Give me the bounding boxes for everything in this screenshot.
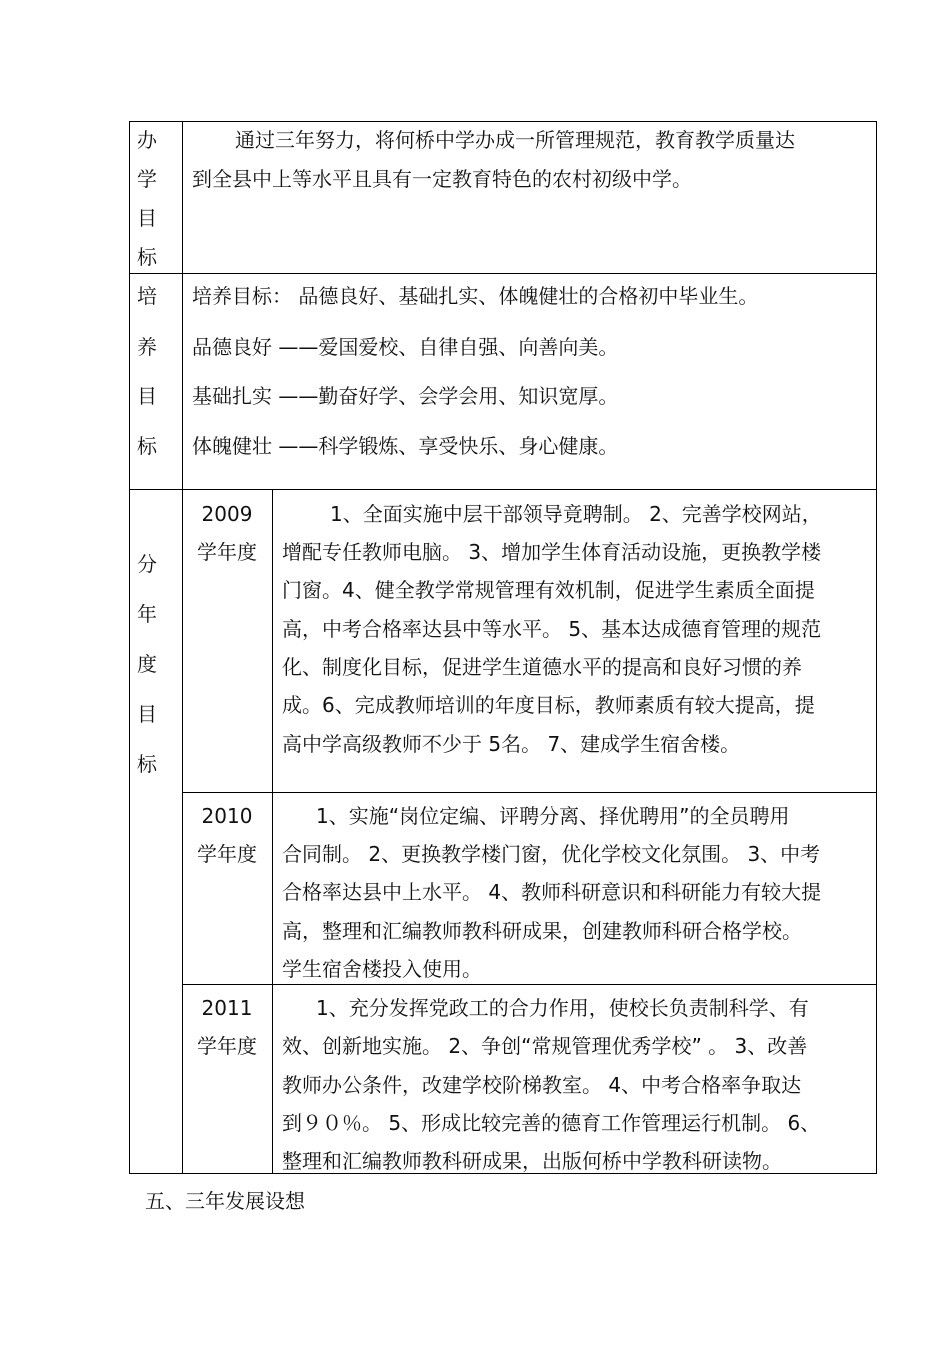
mission-label-char: 标 xyxy=(137,245,157,269)
mission-label-char: 学 xyxy=(137,167,157,191)
training-label-char: 目 xyxy=(137,384,157,408)
year-text-line: 成。6、完成教师培训的年度目标，教师素质有较大提高，提 xyxy=(282,693,815,717)
year-text-line: 化、制度化目标，促进学生道德水平的提高和良好习惯的养 xyxy=(282,655,802,679)
mission-label-char: 办 xyxy=(137,128,157,152)
annual-label-char: 目 xyxy=(137,702,157,726)
year-text-line: 门窗。4、健全教学常规管理有效机制，促进学生素质全面提 xyxy=(282,578,815,602)
table-right-border xyxy=(876,121,877,1174)
year-text-line: 整理和汇编教师教科研成果，出版何桥中学教科研读物。 xyxy=(282,1149,782,1173)
year-text-line: 教师办公条件，改建学校阶梯教室。 4、中考合格率争取达 xyxy=(282,1073,802,1097)
mission-text-line: 到全县中上等水平且具有一定教育特色的农村初级中学。 xyxy=(192,167,692,191)
year-label: 2009 xyxy=(201,502,253,526)
mission-label-char: 目 xyxy=(137,206,157,230)
year-text-line: 高，中考合格率达县中等水平。 5、基本达成德育管理的规范 xyxy=(282,617,822,641)
section-heading: 五、三年发展设想 xyxy=(145,1189,305,1213)
year-text-line: 增配专任教师电脑。 3、增加学生体育活动设施，更换教学楼 xyxy=(282,540,822,564)
training-label-char: 培 xyxy=(137,284,157,308)
year-text-line: 合同制。 2、更换教学楼门窗，优化学校文化氛围。 3、中考 xyxy=(282,842,821,866)
year-text-line: 1、全面实施中层干部领导竟聘制。 2、完善学校网站， xyxy=(330,502,822,526)
row-divider-1 xyxy=(129,273,877,274)
annual-label-char: 年 xyxy=(137,602,157,626)
year-text-line: 学生宿舍楼投入使用。 xyxy=(282,957,482,981)
year-suffix: 学年度 xyxy=(197,540,257,564)
table-left-border xyxy=(129,121,130,1174)
training-label-char: 养 xyxy=(137,335,157,359)
row-divider-2 xyxy=(129,489,877,490)
annual-label-char: 度 xyxy=(137,652,157,676)
year-divider-1 xyxy=(182,792,877,793)
annual-label-char: 标 xyxy=(137,752,157,776)
year-text-line: 1、实施“岗位定编、评聘分离、择优聘用”的全员聘用 xyxy=(316,804,790,828)
year-column-border xyxy=(272,489,273,1174)
training-label-char: 标 xyxy=(137,434,157,458)
training-text-line: 基础扎实 ——勤奋好学、会学会用、知识宽厚。 xyxy=(192,384,619,408)
year-label: 2011 xyxy=(201,996,253,1020)
year-text-line: 合格率达县中上水平。 4、教师科研意识和科研能力有较大提 xyxy=(282,880,822,904)
table-bottom-border xyxy=(129,1173,877,1174)
training-text-line: 体魄健壮 ——科学锻炼、享受快乐、身心健康。 xyxy=(192,434,619,458)
year-text-line: 到９０％。 5、形成比较完善的德育工作管理运行机制。 6、 xyxy=(282,1111,821,1135)
year-text-line: 效、创新地实施。 2、争创“常规管理优秀学校” 。 3、改善 xyxy=(282,1034,808,1058)
year-text-line: 1、充分发挥党政工的合力作用，使校长负责制科学、有 xyxy=(316,996,809,1020)
year-suffix: 学年度 xyxy=(197,842,257,866)
mission-text-line: 通过三年努力，将何桥中学办成一所管理规范，教育教学质量达 xyxy=(235,128,795,152)
training-text-line: 培养目标： 品德良好、基础扎实、体魄健壮的合格初中毕业生。 xyxy=(192,284,759,308)
year-label: 2010 xyxy=(201,804,253,828)
annual-label-char: 分 xyxy=(137,552,157,576)
year-divider-2 xyxy=(182,984,877,985)
year-suffix: 学年度 xyxy=(197,1034,257,1058)
training-text-line: 品德良好 ——爱国爱校、自律自强、向善向美。 xyxy=(192,335,619,359)
table-top-border xyxy=(129,121,877,122)
year-text-line: 高，整理和汇编教师教科研成果，创建教师科研合格学校。 xyxy=(282,919,802,943)
year-text-line: 高中学高级教师不少于 5名。 7、建成学生宿舍楼。 xyxy=(282,732,741,756)
